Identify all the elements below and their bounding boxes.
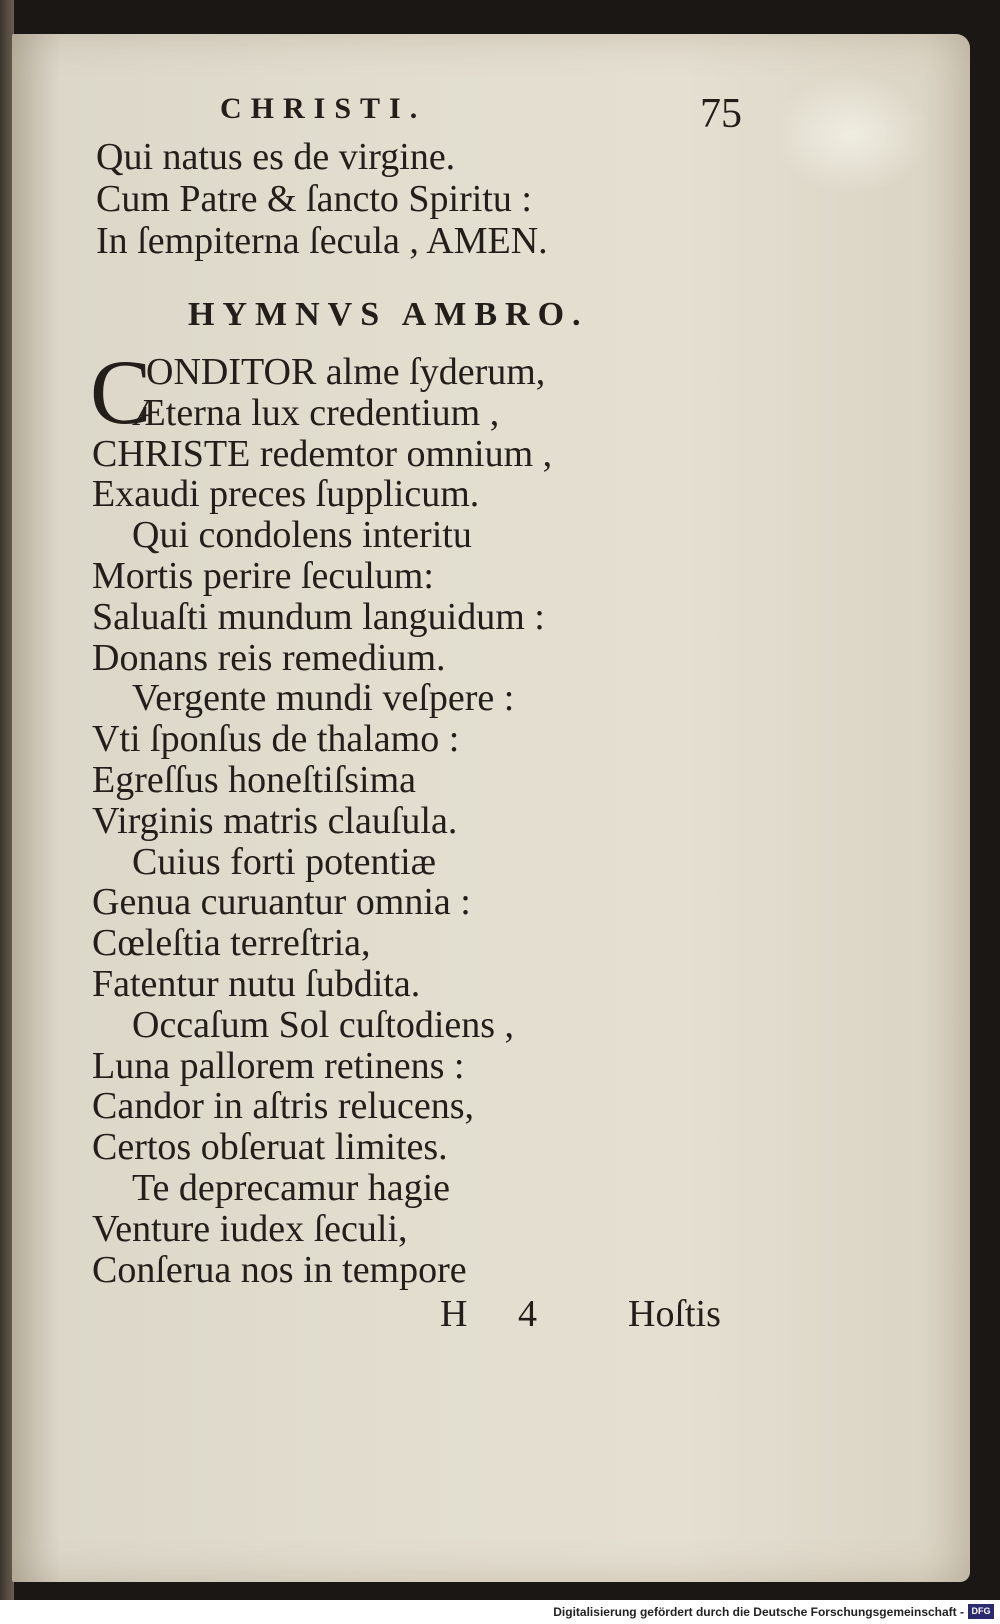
hymn-line: Venture iudex ſeculi, xyxy=(92,1207,408,1250)
hymn-line: Certos obſeruat limites. xyxy=(92,1126,448,1169)
drop-cap: C xyxy=(90,341,152,443)
dfg-logo: DFG xyxy=(968,1604,994,1619)
hymn-title: HYMNVS AMBRO. xyxy=(188,296,589,333)
signature-number: 4 xyxy=(518,1293,537,1335)
hymn-text xyxy=(90,341,553,1291)
hymn-line: Cuius forti potentiæ xyxy=(132,840,436,883)
signature-mark: H xyxy=(440,1293,468,1335)
text-line: In ſempiterna ſecula , AMEN. xyxy=(96,220,548,262)
hymn-line: Qui condolens interitu xyxy=(132,514,472,557)
hymn-first-line: ONDITOR alme ſyderum, xyxy=(146,351,546,393)
hymn-line: Fatentur nutu ſubdita. xyxy=(92,962,421,1005)
paper-stain xyxy=(772,74,932,194)
hymn-line: Mortis perire ſeculum: xyxy=(92,554,434,597)
page-number: 75 xyxy=(700,91,742,137)
text-line: Qui natus es de virgine. xyxy=(96,136,456,178)
text-line: Cum Patre & ſancto Spiritu : xyxy=(96,178,532,220)
hymn-lines xyxy=(92,393,552,1291)
hymn-line: Conſerua nos in tempore xyxy=(92,1248,467,1291)
hymn-line: Te deprecamur hagie xyxy=(132,1166,451,1209)
hymn-line: Saluaſti mundum languidum : xyxy=(92,595,545,638)
hymn-line: Vti ſponſus de thalamo : xyxy=(92,718,460,761)
catchword: Hoſtis xyxy=(628,1293,721,1335)
running-title: CHRISTI. xyxy=(220,92,427,125)
digitization-footer xyxy=(0,1600,1000,1624)
hymn-line: CHRISTE redemtor omnium , xyxy=(92,432,553,475)
opening-lines xyxy=(96,136,548,262)
hymn-line: Genua curuantur omnia : xyxy=(92,881,471,924)
hymn-line: Virginis matris clauſula. xyxy=(92,799,458,842)
hymn-line: Donans reis remedium. xyxy=(92,636,446,679)
hymn-line: Candor in aſtris relucens, xyxy=(92,1085,475,1128)
hymn-line: Egreſſus honeſtiſsima xyxy=(92,758,417,801)
hymn-line: Exaudi preces ſupplicum. xyxy=(92,473,480,516)
hymn-line: Æterna lux credentium , xyxy=(132,391,500,434)
hymn-line: Occaſum Sol cuſtodiens , xyxy=(132,1003,515,1046)
digitization-note: Digitalisierung gefördert durch die Deutsche Forschungsgemeinschaft - xyxy=(553,1605,964,1619)
hymn-line: Luna pallorem retinens : xyxy=(92,1044,465,1087)
hymn-line: Cœleſtia terreſtria, xyxy=(92,922,371,965)
hymn-line: Vergente mundi veſpere : xyxy=(132,677,515,720)
